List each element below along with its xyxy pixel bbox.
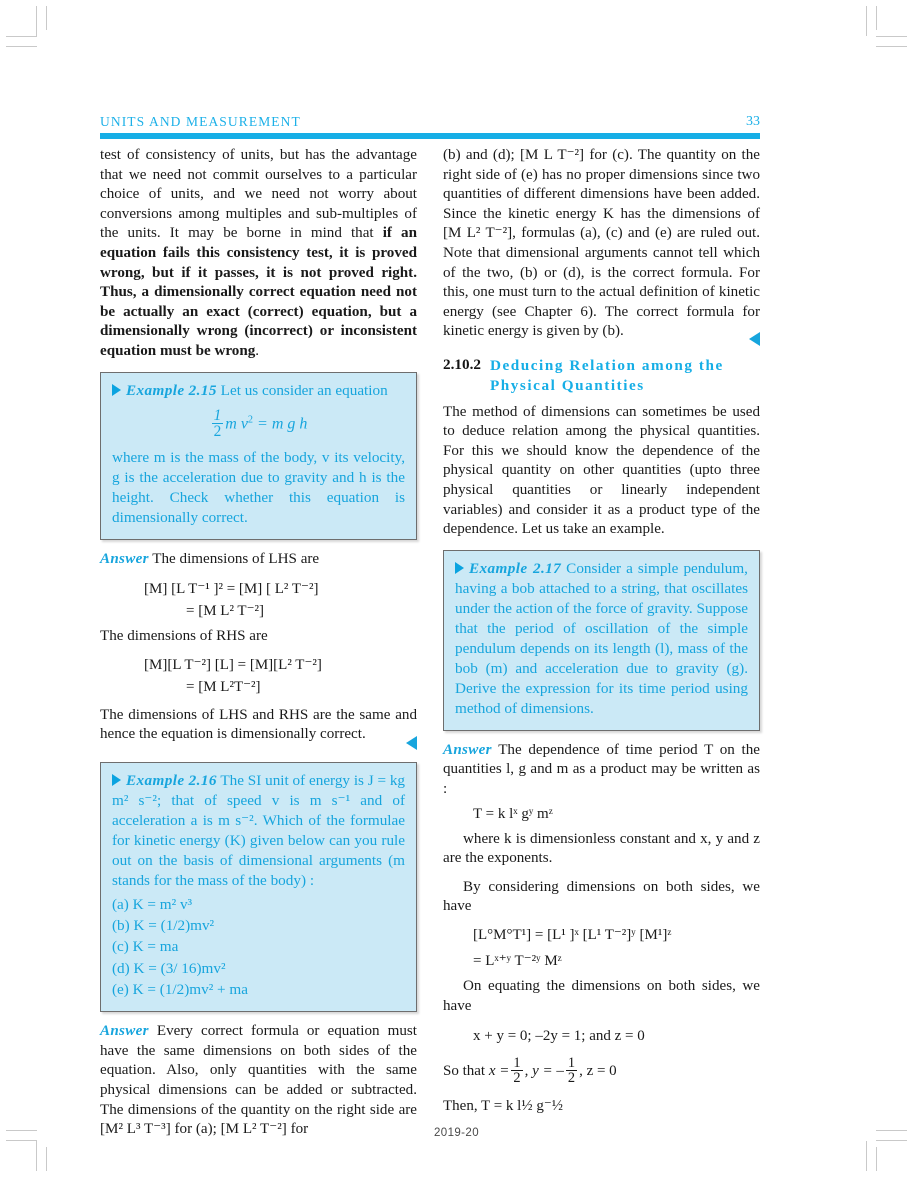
answer-2-17-dimension-equation-1: [L°M°T¹] = [L¹ ]ˣ [L¹ T⁻²]ʸ [M¹]ᶻ: [473, 927, 672, 944]
crop-mark-bottom-right-h: [876, 1140, 907, 1141]
crop-mark-top-right-h2: [876, 46, 907, 47]
answer-2-15-math-3: [M][L T⁻²] [L] = [M][L² T⁻²]: [144, 657, 322, 674]
answer-2-15-intro-text: The dimensions of LHS are: [148, 550, 320, 567]
example-2-15-label: Example 2.15: [126, 381, 217, 399]
example-2-17-body: Consider a simple pendulum, having a bob attached to a string, that oscillates under the action of the force of gravity. Suppose that the period of oscillation of the simple pendulum depends on its length (l), mass of the bob (m) and acceleration due to gravity (g). Derive the expression for its time period using method of dimensions.: [455, 559, 748, 717]
answer-2-15-rhs-line: The dimensions of RHS are: [100, 627, 268, 644]
crop-mark-top-right-h: [876, 36, 907, 37]
section-title: Deducing Relation among the Physical Quantities: [489, 357, 724, 394]
example-2-16-body-line: [112, 771, 405, 891]
crop-mark-top-left-h2: [6, 46, 37, 47]
crop-mark-top-left-2: [46, 6, 47, 30]
fraction-denominator: 2: [513, 1070, 521, 1087]
crop-mark-bottom-right: [866, 1141, 867, 1171]
intro-text-a: test of consistency of units, but has the advantage that we need not commit ourselves to a particular choice of units, and we need not worry about conversions among multiples and sub-multiples of the units. It may be borne in mind that: [100, 147, 417, 242]
answer-2-17-intro-text: The dependence of time period T on the quantities l, g and m as a product may be written as :: [443, 741, 760, 797]
answer-2-17-considering-line: By considering dimensions on both sides, we have: [443, 878, 760, 915]
fraction-numerator: 1: [567, 1054, 576, 1071]
answer-2-15-intro: [100, 550, 417, 570]
triangle-right-icon: [455, 562, 464, 574]
intro-text-bold: if an equation fails this consistency test, it is proved wrong, but if it passes, it is not proved right. Thus, a dimensionally correct equation need not be actually an exact (correct) equation, but a dimensionally wrong (incorrect) or inconsistent equation must be wrong: [100, 225, 418, 360]
right-column: [443, 146, 760, 1118]
fraction-numerator: 1: [213, 406, 222, 424]
example-2-16-option-c: (c) K = ma: [112, 938, 179, 956]
example-box-2-17: [443, 550, 760, 731]
chapter-title: UNITS AND MEASUREMENT: [100, 114, 301, 129]
page-footer: 2019-20: [433, 1127, 479, 1139]
section-heading-2-10-2: [443, 356, 760, 396]
crop-mark-bottom-left-h: [6, 1140, 37, 1141]
crop-mark-bottom-left: [36, 1141, 37, 1171]
answer-2-17-product-equation: T = k lˣ gʸ mᶻ: [473, 805, 553, 822]
fraction-one-half-x: [511, 1056, 522, 1086]
answer-2-17-dimension-equation-2: = Lˣ⁺ʸ T⁻²ʸ Mᶻ: [473, 953, 562, 970]
method-of-dimensions-paragraph: The method of dimensions can sometimes be used to deduce relation among the physical quantities. For this we should know the dependence of the physical quantity on other quantities (upto three physical quantities or linearly independent variables) and consider it as a product type of the dependence. Let us take an example.: [443, 403, 760, 538]
answer-2-16-text: Every correct formula or equation must have the same dimensions on both sides of the equation. Also, only quantities with the same physical dimensions can be added or subtracted. The dimensions of the quantity on the right side are [M² L³ T⁻³] for (a); [M L² T⁻²] for: [100, 1023, 417, 1138]
answer-2-17-intro: [443, 741, 760, 800]
triangle-right-icon: [112, 774, 121, 786]
equation-exponent: 2: [247, 414, 254, 426]
answer-label: Answer: [100, 550, 149, 567]
left-column: [100, 146, 417, 1140]
so-that-prefix: So that: [443, 1062, 489, 1079]
answer-2-16: [100, 1022, 417, 1140]
example-2-16-option-e: (e) K = (1/2)mv² + ma: [112, 980, 248, 998]
fraction-one-half: [212, 408, 224, 440]
answer-2-17-then-line: Then, T = k l½ g⁻½: [443, 1097, 563, 1114]
so-that-x: x =: [488, 1062, 510, 1079]
answer-label: Answer: [100, 1023, 149, 1040]
equation-term-rhs: = m g h: [253, 415, 308, 433]
triangle-left-icon: [749, 332, 760, 346]
example-2-15-body: where m is the mass of the body, v its velocity, g is the acceleration due to gravity and h is the height. Check whether this equation is dimensionally correct.: [112, 449, 405, 526]
crop-mark-bottom-right-2: [876, 1147, 877, 1171]
crop-mark-top-left-h: [6, 36, 37, 37]
intro-text-end: .: [255, 343, 260, 360]
example-2-16-option-b: (b) K = (1/2)mv²: [112, 916, 215, 934]
fraction-numerator: 1: [513, 1054, 521, 1071]
equation-term-lhs: m v: [225, 415, 248, 433]
crop-mark-top-left: [36, 6, 37, 36]
example-2-16-option-d: (d) K = (3/ 16)mv²: [112, 959, 226, 977]
continued-paragraph: (b) and (d); [M L T⁻²] for (c). The quantity on the right side of (e) has no proper dimensions since two quantities of different dimensions have been added. Since the kinetic energy K has the dimensions of [M L² T⁻²], formulas (a), (c) and (e) are ruled out. Note that dimensional arguments cannot tell which of the two, (b) or (d), is the correct formula. For this, one must turn to the actual definition of kinetic energy (see Chapter 6). The correct formula for kinetic energy is given by (b).: [443, 147, 760, 340]
fraction-denominator: 2: [213, 423, 222, 441]
crop-mark-top-right: [866, 6, 867, 36]
triangle-left-icon: [406, 736, 417, 750]
example-2-16-label: Example 2.16: [126, 771, 217, 789]
fraction-denominator: 2: [567, 1070, 576, 1087]
answer-2-17-equating-line: On equating the dimensions on both sides, we have: [443, 978, 760, 1014]
intro-paragraph: [100, 146, 417, 362]
example-box-2-15: [100, 372, 417, 540]
answer-2-17-so-that-line: [443, 1056, 760, 1086]
example-2-17-body-line: [455, 559, 748, 719]
answer-2-17-exponent-equations: x + y = 0; –2y = 1; and z = 0: [473, 1027, 645, 1044]
answer-2-15-math-4: = [M L²T⁻²]: [186, 679, 261, 696]
example-2-15-intro: Let us consider an equation: [216, 381, 388, 399]
fraction-one-half-y: [566, 1056, 577, 1086]
example-2-16-option-a: (a) K = m² v³: [112, 895, 193, 913]
crop-mark-top-right-2: [876, 6, 877, 30]
header-rule: [100, 133, 760, 139]
crop-mark-bottom-left-2: [46, 1147, 47, 1171]
answer-2-15-math-2: = [M L² T⁻²]: [186, 602, 265, 619]
example-box-2-16: [100, 762, 417, 1012]
so-that-y: , y = –: [524, 1062, 564, 1079]
section-number: 2.10.2: [443, 356, 481, 374]
answer-2-17-where-line: where k is dimensionless constant and x, y and z are the exponents.: [443, 830, 760, 867]
answer-2-15-math-1: [M] [L T⁻¹ ]² = [M] [ L² T⁻²]: [144, 580, 319, 597]
example-2-16-body: The SI unit of energy is J = kg m² s⁻²; that of speed v is m s⁻¹ and of acceleration a is m s⁻². Which of the formulae for kinetic energy (K) given below can you rule out on the basis of dimensional arguments (m stands for the mass of the body) :: [112, 771, 406, 889]
example-2-15-equation: [112, 408, 405, 440]
example-2-15-heading-line: [112, 381, 405, 401]
page-number: 33: [746, 114, 760, 129]
example-2-17-label: Example 2.17: [469, 559, 562, 577]
triangle-right-icon: [112, 384, 121, 396]
answer-label: Answer: [443, 741, 492, 758]
running-header: [100, 114, 760, 139]
so-that-z: , z = 0: [579, 1062, 617, 1079]
answer-2-15-closing: The dimensions of LHS and RHS are the same and hence the equation is dimensionally correct.: [100, 706, 417, 743]
